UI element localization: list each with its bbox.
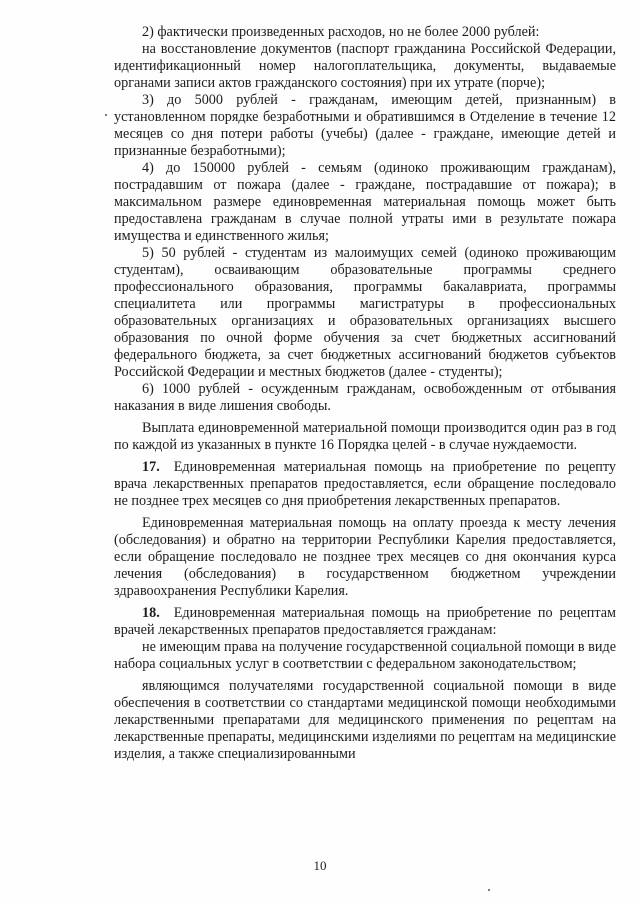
paragraph-section-18 bbox=[114, 605, 616, 639]
section-text: Единовременная материальная помощь на приобретение по рецептам врачей лекарственных препаратов предоставляется гражданам: bbox=[114, 605, 616, 638]
paragraph-item-3: 3) до 5000 рублей - гражданам, имеющим детей, признанным) в установленном порядке безработными и обратившимся в Отделение в течение 12 месяцев со дня потери работы (учебы) (далее - граждане, имеющие детей и признанные безработными); bbox=[114, 92, 616, 159]
section-number: 18. bbox=[142, 605, 160, 621]
section-text: Единовременная материальная помощь на приобретение по рецепту врача лекарственных препаратов предоставляется, если обращение последовало не позднее трех месяцев со дня приобретения лекарственных препаратов. bbox=[114, 459, 616, 509]
paragraph-item-2: 2) фактически произведенных расходов, но не более 2000 рублей: bbox=[142, 24, 540, 40]
paragraph-recipients: являющимся получателями государственной социальной помощи в виде обеспечения в соответствии со стандартами медицинской помощи необходимыми лекарственными препаратами для медицинского применения по рецептам на лекарственные препараты, медицинскими изделиями по рецептам на медицинские изделия, а также специализированными bbox=[114, 678, 616, 762]
paragraph-travel-payment: Единовременная материальная помощь на оплату проезда к месту лечения (обследования) и обратно на территории Республики Карелия предоставляется, если обращение последовало не позднее трех месяцев со дня окончания курса лечения (обследования) в государственном бюджетном учреждении здравоохранения Республики Карелия. bbox=[114, 515, 616, 599]
paragraph-item-5: 5) 50 рублей - студентам из малоимущих семей (одиноко проживающим студентам), осваивающим образовательные программы среднего профессионального образования, программы бакалавриата, программы специалитета или программы магистратуры в профессиональных образовательных организациях и образовательных организациях высшего образования по очной форме обучения за счет бюджетных ассигнований федерального бюджета, за счет бюджетных ассигнований бюджетов субъектов Российской Федерации и местных бюджетов (далее - студенты); bbox=[114, 245, 616, 380]
document-body bbox=[114, 24, 616, 763]
scan-speck bbox=[488, 889, 490, 891]
paragraph-not-entitled: не имеющим права на получение государственной социальной помощи в виде набора социальных услуг в соответствии с федеральном законодательством; bbox=[114, 639, 616, 672]
section-number: 17. bbox=[142, 459, 160, 475]
scan-speck bbox=[105, 114, 107, 116]
paragraph-documents: на восстановление документов (паспорт гражданина Российской Федерации, идентификационный номер налогоплательщика, документы, выдаваемые органами записи актов гражданского состояния) при их утрате (порче); bbox=[114, 41, 616, 91]
paragraph-section-17 bbox=[114, 459, 616, 510]
paragraph-item-6: 6) 1000 рублей - осужденным гражданам, освобожденным от отбывания наказания в виде лишения свободы. bbox=[114, 381, 616, 414]
page-number: 10 bbox=[313, 858, 327, 873]
paragraph-payment-frequency: Выплата единовременной материальной помощи производится один раз в год по каждой из указанных в пункте 16 Порядка целей - в случае нуждаемости. bbox=[114, 420, 616, 453]
paragraph-item-4: 4) до 150000 рублей - семьям (одиноко проживающим гражданам), пострадавшим от пожара (далее - граждане, пострадавшие от пожара); в максимальном размере единовременная материальная помощь может быть предоставлена гражданам в случае полной утраты ими в результате пожара имущества и единственного жилья; bbox=[114, 160, 616, 244]
